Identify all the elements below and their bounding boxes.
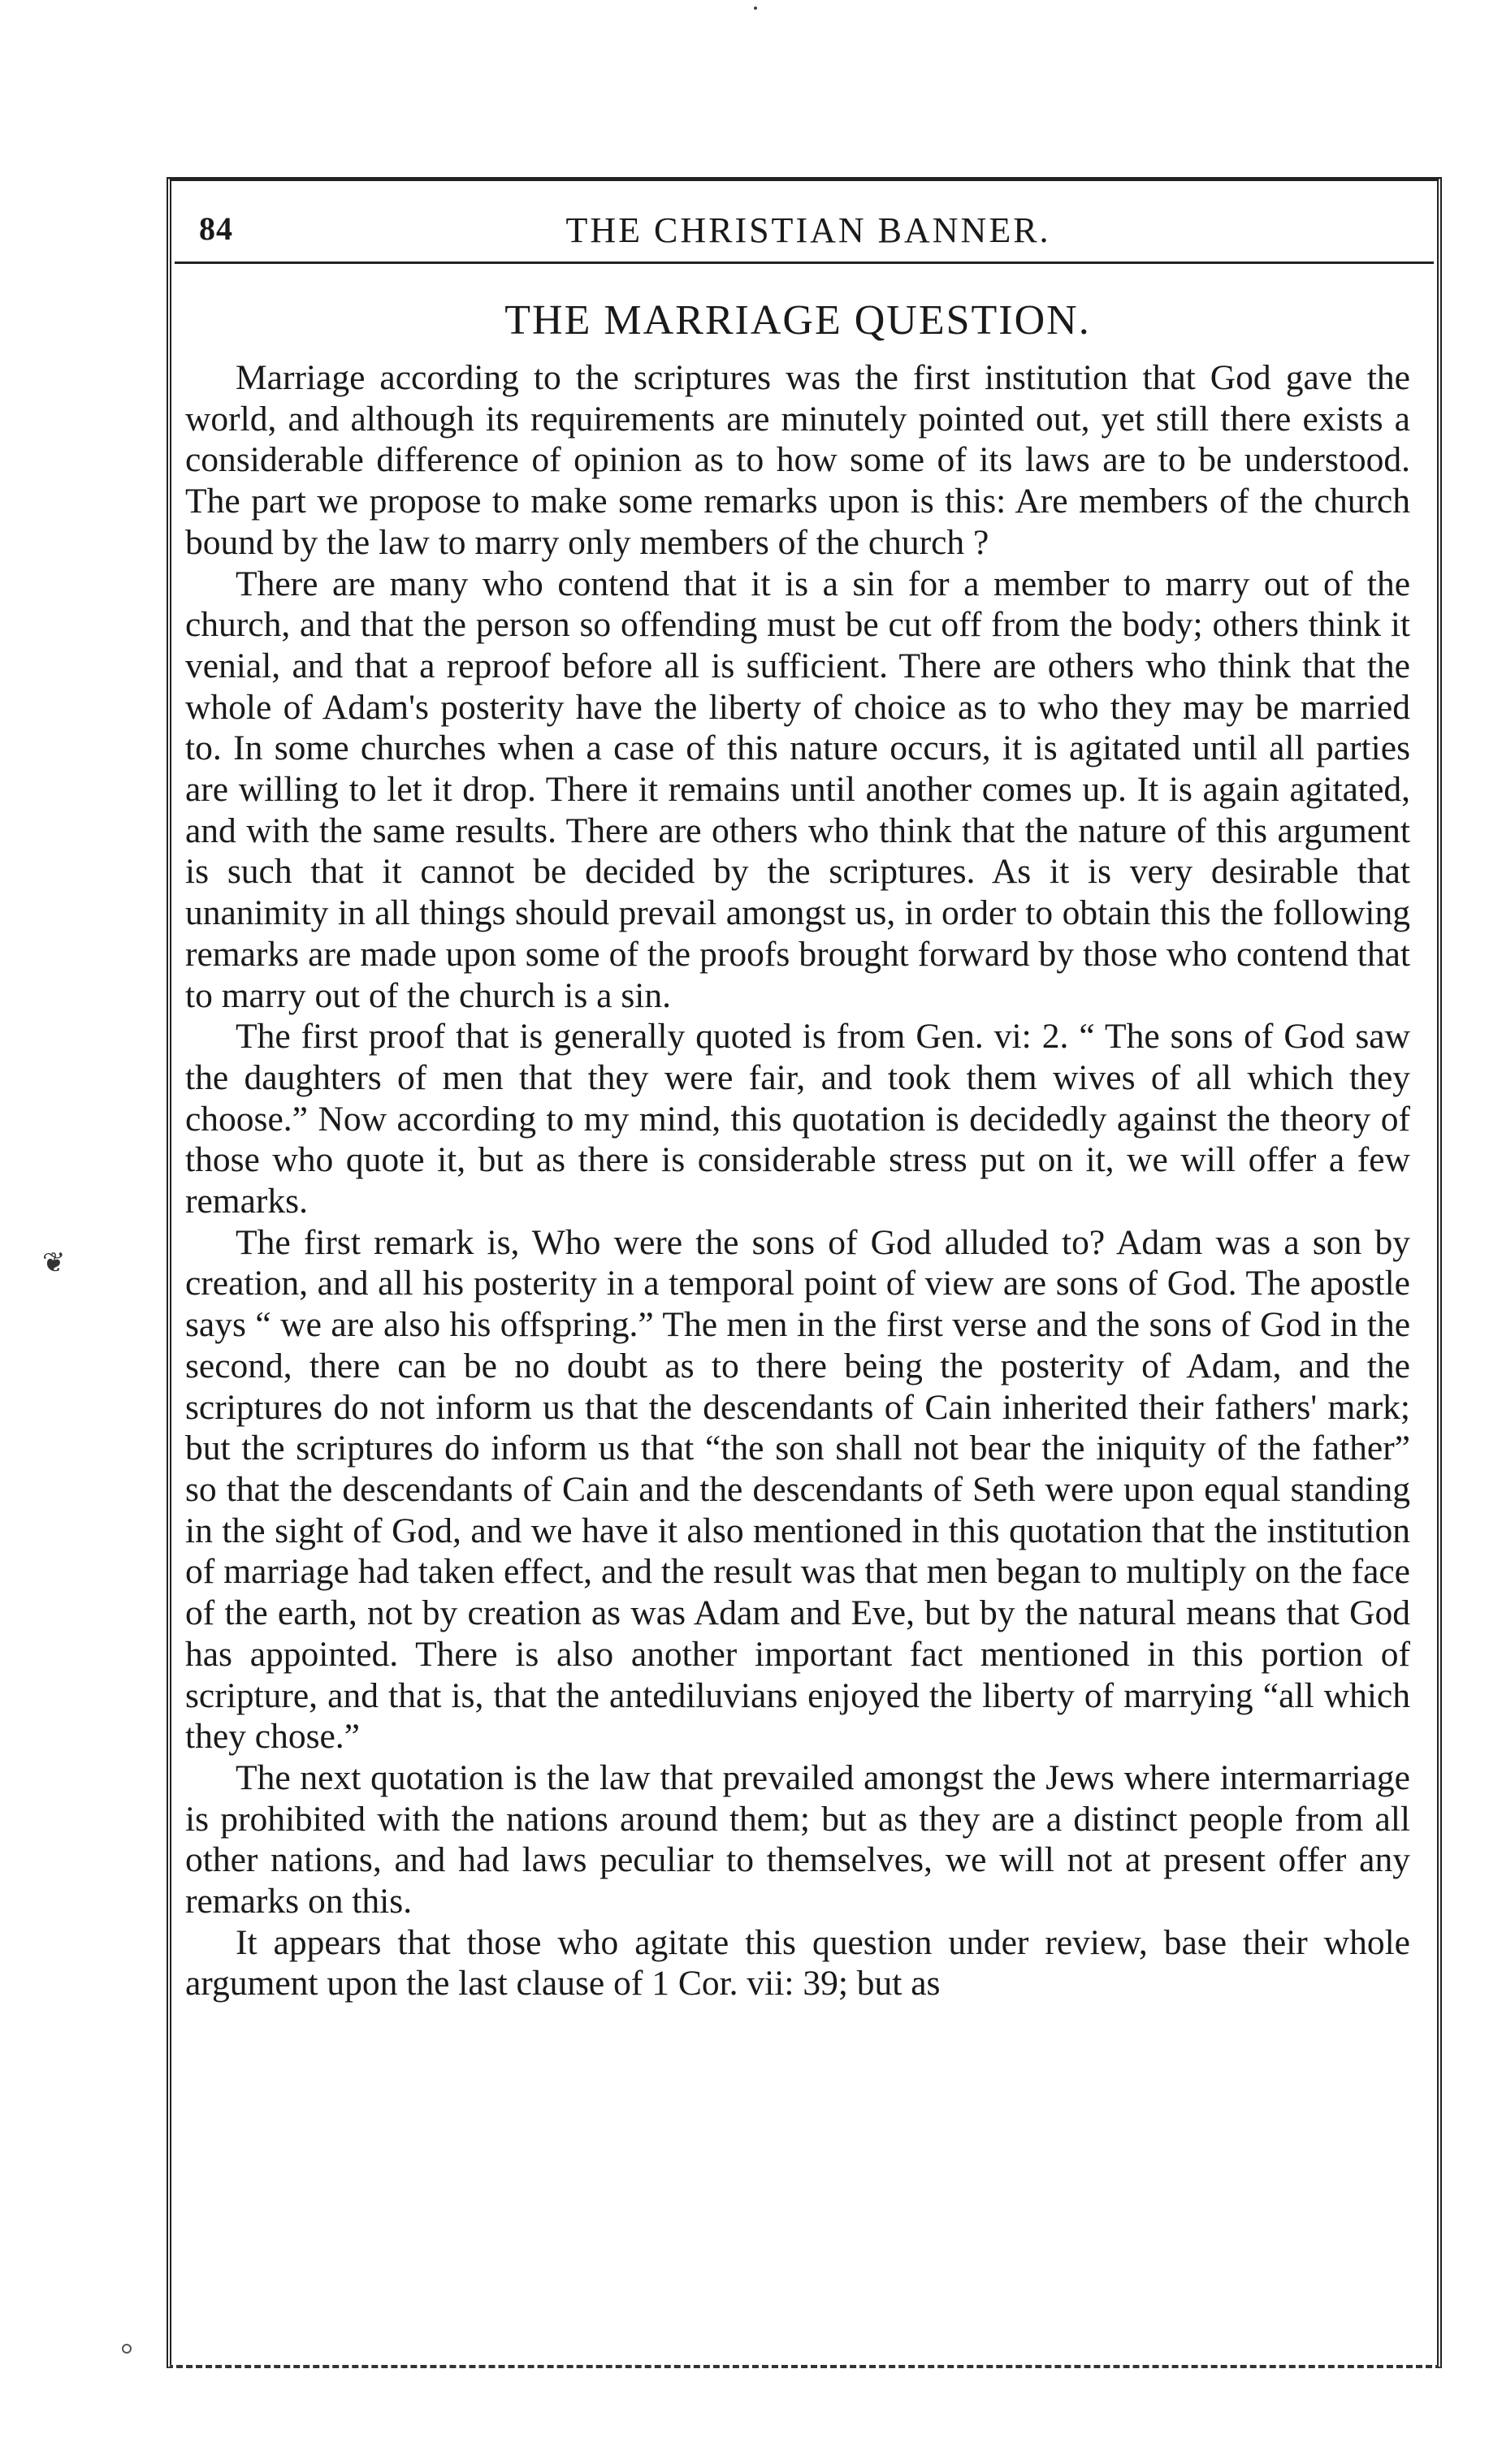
paragraph-4: The first remark is, Who were the sons of God alluded to? Adam was a son by creation, and all his posterity in a temporal point of view are sons of God. The apostle says “ we are also his offspring.” The men in the first verse and the sons of God in the second, there can be no doubt as to there being the posterity of Adam, and the scriptures do not inform us that the descendants of Cain inherited their fathers' mark; but the scriptures do inform us that “the son shall not bear the iniquity of the father” so that the descendants of Cain and the descendants of Seth were upon equal standing in the sight of God, and we have it also mentioned in this quotation that the institution of marriage had taken effect, and the result was that men began to multiply on the face of the earth, not by creation as was Adam and Eve, but by the natural means that God has appointed. There is also another important fact mentioned in this portion of scripture, and that is, that the antediluvians enjoyed the liberty of marrying “all which they chose.” [185, 1222, 1410, 1757]
article-title: THE MARRIAGE QUESTION. [504, 297, 1091, 344]
article [185, 280, 1410, 2004]
paragraph-6: It appears that those who agitate this question under review, base their whole argument upon the last clause of 1 Cor. vii: 39; but as [185, 1922, 1410, 2004]
header-rule [175, 262, 1434, 264]
running-head [199, 195, 1418, 260]
paragraph-3: The first proof that is generally quoted is from Gen. vi: 2. “ The sons of God saw the daughters of men that they were fair, and took them wives of all which they choose.” Now according to my mind, this quotation is decidedly against the theory of those who quote it, but as there is considerable stress put on it, we will offer a few remarks. [185, 1017, 1410, 1221]
paragraph-1: Marriage according to the scriptures was the first institution that God gave the world, and although its requirements are minutely pointed out, yet still there exists a considerable difference of opinion as to how some of its laws are to be understood. The part we propose to make some remarks upon is this: Are members of the church bound by the law to marry only members of the church ? [185, 358, 1410, 562]
paragraph-2: There are many who contend that it is a sin for a member to marry out of the church, and that the person so offending must be cut off from the body; others think it venial, and that a reproof before all is sufficient. There are others who think that the whole of Adam's posterity have the liberty of choice as to who they may be married to. In some churches when a case of this nature occurs, it is agitated until all parties are willing to let it drop. There it remains until another comes up. It is again agitated, and with the same results. There are others who think that the nature of this argument is such that it cannot be decided by the scriptures. As it is very desirable that unanimity in all things should prevail amongst us, in order to obtain this the following remarks are made upon some of the proofs brought forward by those who contend that to marry out of the church is a sin. [185, 564, 1410, 1015]
journal-title: THE CHRISTIAN BANNER. [565, 210, 1051, 250]
page-number: 84 [199, 210, 233, 247]
stray-ink-ring [122, 2344, 132, 2354]
paragraph-5: The next quotation is the law that prevailed amongst the Jews where intermarriage is prohibited with the nations around them; but as they are a distinct people from all other nations, and had laws peculiar to themselves, we will not at present offer any remarks on this. [185, 1757, 1410, 1921]
stray-ink-dot [754, 6, 757, 10]
margin-ornament-icon: ❦ [42, 1248, 66, 1278]
